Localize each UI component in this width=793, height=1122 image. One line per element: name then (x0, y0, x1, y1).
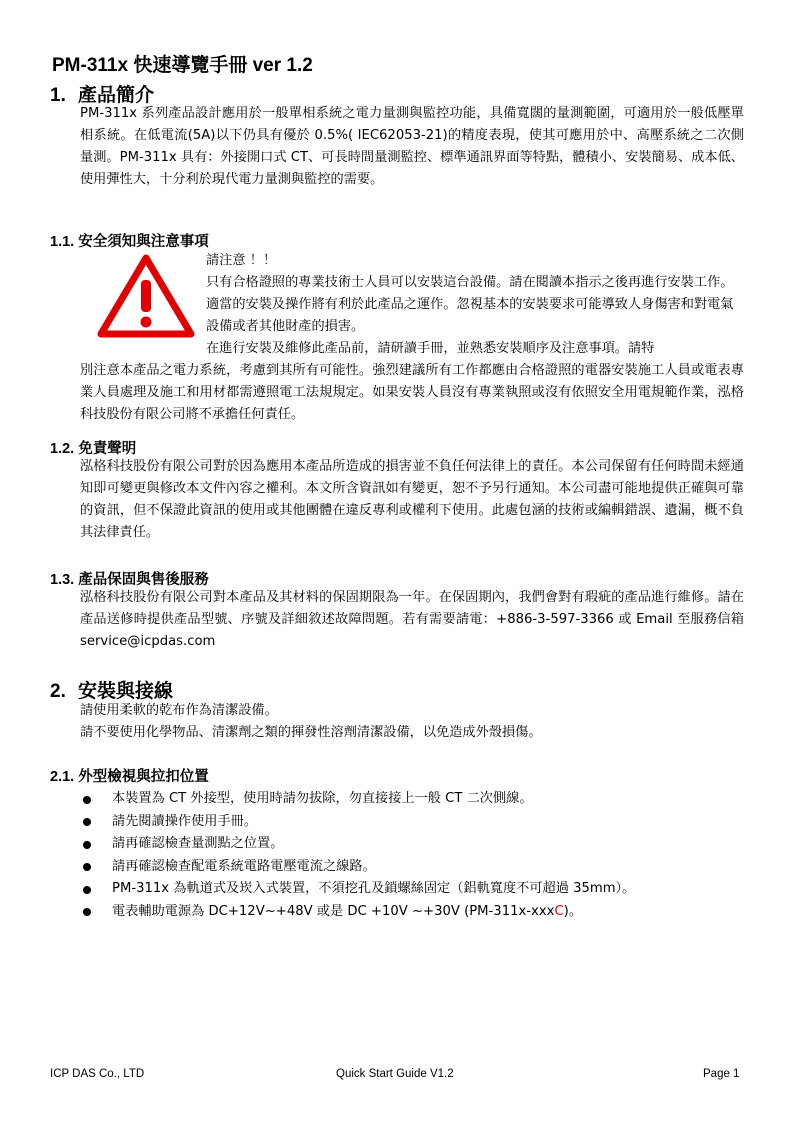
section-1-body (80, 103, 744, 191)
bullet-icon (83, 908, 91, 916)
safety-body-rest (80, 360, 744, 426)
safety-warning-paragraph: 只有合格證照的專業技術士人員可以安裝這台設備。請在閱讀本指示之後再進行安裝工作。 適當的安裝及操作將有利於此產品之運作。忽視基本的安裝要求可能導致人身傷害和對電氣設備或者其他財產的損害。 (206, 275, 734, 334)
section-1-number: 1. (50, 85, 66, 106)
cleaning-line-1: 請使用柔軟的乾布作為清潔設備。 (80, 703, 278, 718)
section-1-3-body (80, 587, 744, 653)
bullet-text: 請再確認檢查量測點之位置。 (112, 836, 284, 851)
bullet-icon (83, 886, 91, 894)
bullet-text-post: )。 (563, 903, 583, 919)
disclaimer-paragraph: 泓格科技股份有限公司對於因為應用本產品所造成的損害並不負任何法律上的責任。本公司保留有任何時間未經通知即可變更與修改本文件內容之權利。本文所含資訊如有變更，恕不予另行通知。本公司盡可能地提供正確與可靠的資訊，但不保證此資訊的使用或其他團體在違反專利或權利下使用。此處包涵的技術或編輯錯誤、遺漏，概不負其法律責任。 (80, 459, 744, 540)
list-item (80, 833, 760, 856)
section-1-title: 產品簡介 (78, 85, 155, 106)
section-2-number: 2. (50, 681, 66, 702)
safety-install-line: 在進行安裝及維修此產品前，請研讀手冊，並熟悉安裝順序及注意事項。請特 (206, 341, 655, 356)
list-item (80, 856, 760, 879)
inspection-bullet-list (80, 788, 760, 923)
bullet-icon (83, 841, 91, 849)
warning-triangle-icon (96, 252, 196, 340)
section-2-1-title: 2.1. 外型檢視與拉扣位置 (50, 769, 209, 785)
section-1-1-title: 1.1. 安全須知與注意事項 (50, 234, 209, 250)
bullet-text-pre: 電表輔助電源為 DC+12V~+48V 或是 DC +10V ~+30V (PM-311x-xxx (112, 903, 555, 919)
bullet-icon (83, 863, 91, 871)
warranty-paragraph: 泓格科技股份有限公司對本產品及其材料的保固期限為一年。在保固期內，我們會對有瑕疵的產品進行維修。請在產品送修時提供產品型號、序號及詳細敘述故障問題。若有需要請電：+886-3-597-3366 或 Email 至服務信箱 service@icpdas.com (80, 590, 744, 649)
bullet-text: PM-311x 為軌道式及崁入式裝置，不須挖孔及鎖螺絲固定（鋁軌寬度不可超過 35mm）。 (112, 881, 636, 896)
section-2-title: 安裝與接線 (78, 681, 174, 702)
list-item (80, 788, 760, 811)
cleaning-line-2: 請不要使用化學物品、清潔劑之類的揮發性溶劑清潔設備，以免造成外殼損傷。 (80, 725, 542, 740)
list-item (80, 901, 760, 924)
footer-page-number: Page 1 (703, 1068, 740, 1080)
section-2-body (80, 700, 744, 744)
attention-label: 請注意 ！！ (206, 253, 277, 268)
bullet-icon (83, 796, 91, 804)
section-1-3-title: 1.3. 產品保固與售後服務 (50, 572, 209, 588)
bullet-text: 請再確認檢查配電系統電路電壓電流之線路。 (112, 858, 376, 874)
list-item (80, 811, 760, 834)
safety-body-paragraph: 別注意本產品之電力系統，考慮到其所有可能性。強烈建議所有工作都應由合格證照的電器安裝施工人員或電表專業人員處理及施工和用材都需遵照電工法規規定。如果安裝人員沒有專業執照或沒有依照安全用電規範作業，泓格科技股份有限公司將不承擔任何責任。 (80, 363, 744, 422)
footer-company: ICP DAS Co., LTD (50, 1068, 145, 1080)
bullet-icon (83, 818, 91, 826)
bullet-text: 本裝置為 CT 外接型，使用時請勿拔除，勿直接接上一般 CT 二次側線。 (112, 791, 533, 806)
safety-warning-text (206, 250, 744, 360)
section-1-2-title: 1.2. 免責聲明 (50, 441, 137, 457)
section-1-paragraph: PM-311x 系列產品設計應用於一般單相系統之電力量測與監控功能，具備寬闊的量測範圍，可適用於一般低壓單相系統。在低電流(5A)以下仍具有優於 0.5%( IEC62053-21)的精度表現，使其可應用於中、高壓系統之二次側量測。PM-311x 具有：外接開口式 CT、可長時間量測監控、標準通訊界面等特點，體積小、安裝簡易、成本低、使用彈性大，十分利於現代電力量測與監控的需要。 (80, 106, 744, 187)
bullet-text-red-suffix: C (554, 903, 564, 919)
list-item (80, 878, 760, 901)
section-1-2-body (80, 456, 744, 544)
footer-doc-title: Quick Start Guide V1.2 (336, 1068, 454, 1080)
bullet-text: 請先閱讀操作使用手冊。 (112, 813, 258, 829)
document-title: PM-311x 快速導覽手冊 ver 1.2 (52, 55, 313, 76)
section-2-heading (50, 676, 173, 703)
